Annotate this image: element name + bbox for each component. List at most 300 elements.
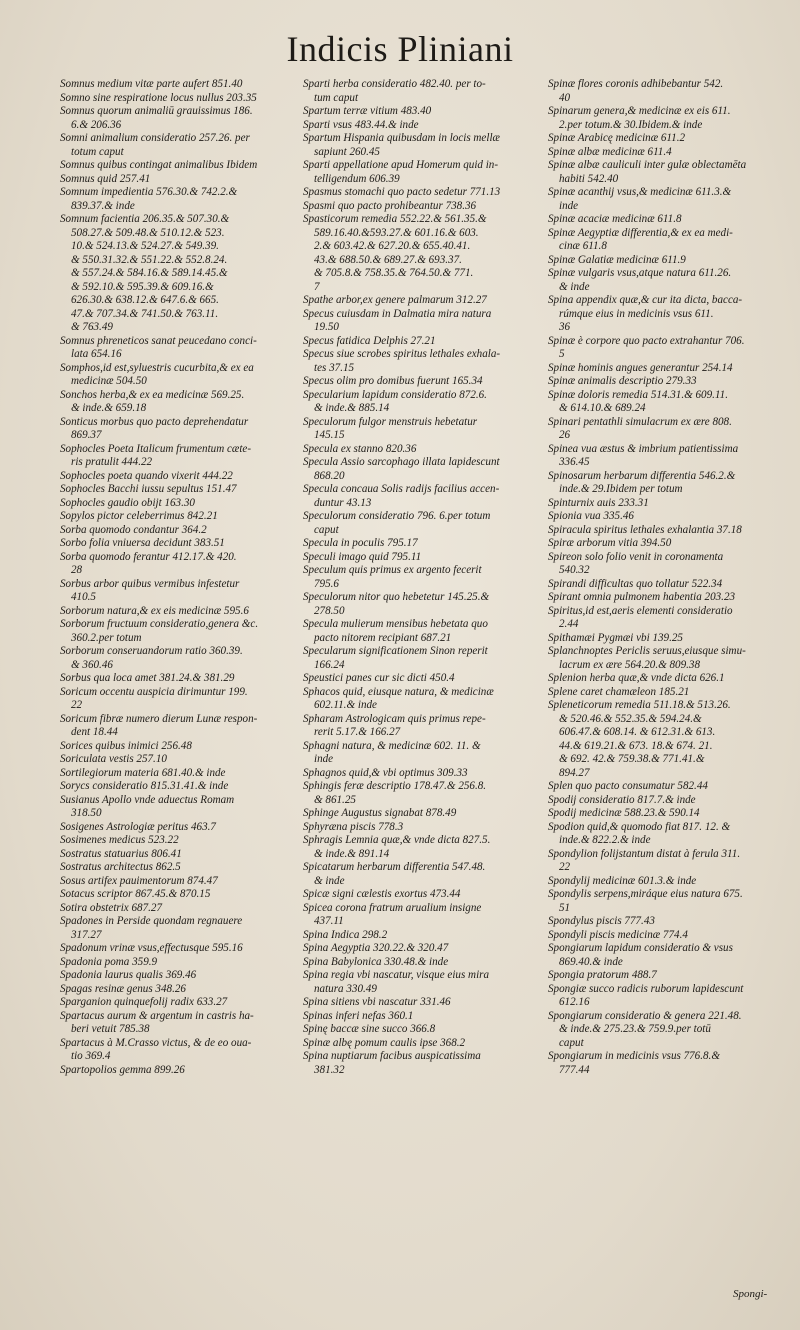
entry-continuation: natura 330.49 — [314, 982, 377, 995]
entry-continuation: 22 — [559, 861, 571, 873]
entry-line: Sphagni natura, & medicinæ 602. 11. & — [303, 739, 481, 752]
entry-continuation: 589.16.40.&593.27.& 601.16.& 603. — [314, 226, 479, 239]
entry-continuation: 44.& 619.21.& 673. 18.& 674. 21. — [559, 739, 713, 752]
entry-line: Specularum significationem Sinon reperit — [303, 645, 488, 657]
page-title: Indicis Pliniani — [286, 29, 514, 69]
entry-line: Specula in poculis 795.17 — [303, 537, 418, 549]
entry-line: Spongiæ succo radicis ruborum lapidescunt — [548, 982, 744, 995]
entry-line: Spartopolios gemma 899.26 — [60, 1063, 185, 1076]
index-entry — [303, 389, 535, 416]
entry-continuation: dent 18.44 — [71, 726, 118, 738]
index-entry — [548, 227, 780, 254]
entry-line: Somni animalium consideratio 257.26. per — [60, 132, 250, 144]
entry-continuation: telligendum 606.39 — [314, 172, 400, 185]
index-entry — [303, 834, 535, 861]
index-entry — [60, 861, 292, 875]
entry-line: Spartacus à M.Crasso victus, & de eo oua- — [60, 1036, 252, 1049]
index-entry — [548, 942, 780, 969]
entry-line: Spicatarum herbarum differentia 547.48. — [303, 861, 486, 873]
entry-line: Spagas resinæ genus 348.26 — [60, 982, 186, 995]
entry-line: Specula Assio sarcophago illata lapidescunt — [303, 456, 500, 468]
index-entry — [60, 470, 292, 484]
entry-line: Sorbo folia vniuersa decidunt 383.51 — [60, 537, 225, 549]
index-entry — [60, 956, 292, 970]
entry-line: Spicæ signi cælestis exortus 473.44 — [303, 888, 461, 900]
entry-line: Spinę baccæ sine succo 366.8 — [303, 1023, 436, 1035]
entry-line: Splenion herba quæ,& vnde dicta 626.1 — [548, 672, 725, 684]
entry-continuation: & inde.& 659.18 — [71, 402, 147, 414]
index-entry — [60, 983, 292, 997]
index-entry — [303, 672, 535, 686]
entry-line: Spionia vua 335.46 — [548, 510, 634, 522]
entry-line: Sonticus morbus quo pacto deprehendatur — [60, 415, 249, 428]
entry-line: Spinæ Arabicę medicinæ 611.2 — [548, 132, 686, 144]
entry-continuation: 540.32 — [559, 564, 590, 576]
entry-line: Sorba quomodo condantur 364.2 — [60, 523, 207, 536]
index-entry — [60, 740, 292, 754]
entry-line: Spharam Astrologicam quis primus repe- — [303, 712, 486, 725]
index-entry — [303, 996, 535, 1010]
index-entry — [548, 186, 780, 213]
entry-line: Spireon solo folio venit in coronamenta — [548, 550, 724, 563]
entry-continuation: inde.& 822.2.& inde — [559, 834, 651, 846]
index-entry — [303, 821, 535, 835]
index-entry — [548, 267, 780, 294]
entry-line: Sphacos quid, eiusque natura, & medicinæ — [303, 685, 494, 698]
entry-line: Sorba quomodo ferantur 412.17.& 420. — [60, 550, 237, 563]
entry-continuation: & 861.25 — [314, 793, 356, 806]
index-entry — [548, 497, 780, 511]
entry-line: Spasticorum remedia 552.22.& 561.35.& — [303, 213, 487, 225]
entry-line: Spinari pentathli simulacrum ex ære 808. — [548, 415, 732, 428]
index-entry — [548, 969, 780, 983]
entry-continuation: caput — [559, 1036, 584, 1049]
index-entry — [60, 902, 292, 916]
entry-continuation: 6.& 206.36 — [71, 118, 122, 131]
entry-line: Spongia pratorum 488.7 — [548, 969, 657, 981]
entry-line: Somnum impedientia 576.30.& 742.2.& — [60, 186, 238, 198]
entry-continuation: rúmque eius in medicinis vsus 611. — [559, 307, 714, 320]
index-entry — [60, 213, 292, 335]
entry-line: Spina appendix quæ,& cur ita dicta, bacca- — [548, 294, 743, 306]
index-entry — [60, 483, 292, 497]
entry-continuation: & 592.10.& 595.39.& 609.16.& — [71, 280, 214, 293]
index-entry — [548, 470, 780, 497]
entry-line: Specula concaua Solis radijs facilius accen- — [303, 483, 500, 495]
index-entry — [60, 578, 292, 605]
index-entry — [548, 254, 780, 268]
entry-line: Spinarum genera,& medicinæ ex eis 611. — [548, 105, 731, 117]
index-entry — [60, 767, 292, 781]
index-entry — [548, 105, 780, 132]
entry-continuation: inde — [559, 199, 579, 212]
index-entry — [548, 159, 780, 186]
entry-line: Speculum quis primus ex argento fecerit — [303, 564, 482, 576]
index-entry — [548, 78, 780, 105]
index-entry — [60, 186, 292, 213]
entry-line: Spathe arbor,ex genere palmarum 312.27 — [303, 294, 487, 306]
entry-line: Spina regia vbi nascatur, visque eius mira — [303, 969, 490, 981]
entry-continuation: 51 — [559, 901, 571, 914]
entry-line: Sostratus architectus 862.5 — [60, 861, 181, 873]
entry-line: Sophocles gaudio obijt 163.30 — [60, 496, 195, 509]
index-entry — [548, 780, 780, 794]
entry-line: Spondylion folijstantum distat à ferula 311. — [548, 847, 741, 860]
entry-line: Spinæ è corpore quo pacto extrahantur 706. — [548, 334, 745, 347]
entry-continuation: & 705.8.& 758.35.& 764.50.& 771. — [314, 267, 474, 279]
index-entry — [548, 537, 780, 551]
entry-line: Somnus quibus contingat animalibus Ibidem — [60, 159, 258, 171]
index-entry — [303, 483, 535, 510]
entry-line: Splene caret chamæleon 185.21 — [548, 685, 690, 698]
index-entry — [303, 1023, 535, 1037]
entry-continuation: 43.& 688.50.& 689.27.& 693.37. — [314, 253, 462, 266]
index-entry — [548, 686, 780, 700]
index-entry — [60, 713, 292, 740]
index-entry — [303, 1037, 535, 1051]
entry-continuation: 869.40.& inde — [559, 955, 623, 968]
index-entry — [303, 888, 535, 902]
index-entry — [60, 969, 292, 983]
index-entry — [60, 672, 292, 686]
entry-line: Spondylis serpens,miráque eius natura 675. — [548, 888, 743, 900]
index-entry — [303, 294, 535, 308]
entry-line: Spasmus stomachi quo pacto sedetur 771.13 — [303, 186, 501, 198]
entry-line: Spartum Hispania quibusdam in locis mellæ — [303, 132, 500, 144]
entry-continuation: 317.27 — [71, 928, 102, 941]
entry-line: Sophocles poeta quando vixerit 444.22 — [60, 469, 233, 482]
index-entry — [548, 821, 780, 848]
entry-continuation: 868.20 — [314, 469, 345, 482]
index-entry — [303, 902, 535, 929]
index-entry — [548, 510, 780, 524]
entry-line: Sparganion quinquefolij radix 633.27 — [60, 996, 228, 1008]
entry-continuation: 602.11.& inde — [314, 699, 377, 711]
entry-continuation: medicinæ 504.50 — [71, 375, 147, 387]
index-entry — [548, 632, 780, 646]
entry-line: Spinæ flores coronis adhibebantur 542. — [548, 78, 724, 90]
index-entry — [548, 794, 780, 808]
entry-line: Spasmi quo pacto prohibeantur 738.36 — [303, 199, 477, 212]
entry-line: Spiracula spiritus lethales exhalantia 37.18 — [548, 523, 742, 536]
entry-line: Spinæ doloris remedia 514.31.& 609.11. — [548, 388, 728, 401]
entry-continuation: 36 — [559, 321, 571, 333]
index-entry — [60, 1064, 292, 1078]
entry-line: Somnus quid 257.41 — [60, 172, 151, 185]
index-entry — [60, 416, 292, 443]
index-entry — [60, 497, 292, 511]
index-entry — [60, 686, 292, 713]
index-entry — [303, 686, 535, 713]
entry-continuation: & inde — [314, 874, 345, 887]
entry-line: Specus siue scrobes spiritus lethales exhala- — [303, 348, 501, 360]
entry-continuation: rerit 5.17.& 166.27 — [314, 726, 401, 738]
entry-line: Spiræ arborum vitia 394.50 — [548, 537, 672, 549]
index-entry — [303, 375, 535, 389]
entry-continuation: inde — [314, 753, 334, 765]
entry-line: Sphyræna piscis 778.3 — [303, 820, 404, 833]
entry-continuation: 2.44 — [559, 618, 579, 630]
entry-line: Somnus quorum animaliū grauissimus 186. — [60, 105, 253, 117]
entry-line: Spartacus aurum & argentum in castris ha- — [60, 1009, 254, 1022]
entry-line: Spodij consideratio 817.7.& inde — [548, 793, 696, 806]
entry-line: Sparti appellatione apud Homerum quid in- — [303, 159, 499, 171]
index-entry — [303, 929, 535, 943]
entry-line: Specula mulierum mensibus hebetata quo — [303, 618, 488, 630]
entry-continuation: lacrum ex ære 564.20.& 809.38 — [559, 658, 701, 671]
index-entry — [548, 672, 780, 686]
entry-line: Sophocles Poeta Italicum frumentum cæte- — [60, 442, 252, 455]
entry-continuation: ris pratulit 444.22 — [71, 456, 153, 468]
index-entry — [60, 834, 292, 848]
index-entry — [548, 416, 780, 443]
entry-continuation: habiti 542.40 — [559, 172, 619, 185]
entry-continuation: 40 — [559, 91, 571, 104]
entry-line: Somnus medium vitæ parte aufert 851.40 — [60, 78, 243, 90]
index-entry — [303, 969, 535, 996]
entry-line: Specus fatidica Delphis 27.21 — [303, 334, 436, 347]
entry-line: Sphinge Augustus signabat 878.49 — [303, 807, 457, 819]
entry-continuation: beri vetuit 785.38 — [71, 1023, 150, 1035]
entry-line: Soriculata vestis 257.10 — [60, 753, 167, 765]
index-entry — [60, 875, 292, 889]
entry-line: Spadones in Perside quondam regnauere — [60, 915, 243, 927]
entry-line: Sorborum fructuum consideratio,genera &c. — [60, 618, 259, 630]
entry-continuation: 318.50 — [71, 807, 102, 819]
index-entry — [303, 335, 535, 349]
entry-continuation: 278.50 — [314, 604, 345, 617]
entry-line: Spirant omnia pulmonem habentia 203.23 — [548, 591, 736, 603]
entry-line: Sotacus scriptor 867.45.& 870.15 — [60, 888, 211, 900]
entry-line: Speculorum fulgor menstruis hebetatur — [303, 415, 478, 428]
entry-line: Spongiarum in medicinis vsus 776.8.& — [548, 1050, 720, 1062]
index-entry — [60, 915, 292, 942]
index-entry — [60, 605, 292, 619]
entry-line: Speculorum nitor quo hebetetur 145.25.& — [303, 591, 490, 603]
entry-line: Spina Babylonica 330.48.& inde — [303, 955, 449, 968]
index-entry — [548, 645, 780, 672]
entry-continuation: tio 369.4 — [71, 1050, 111, 1062]
index-entry — [60, 1037, 292, 1064]
entry-line: Spinosarum herbarum differentia 546.2.& — [548, 469, 736, 482]
entry-line: Sorbus qua loca amet 381.24.& 381.29 — [60, 672, 235, 684]
entry-line: Soricum fibræ numero dierum Lunæ respon- — [60, 712, 258, 725]
index-entry — [60, 780, 292, 794]
entry-line: Sparti vsus 483.44.& inde — [303, 118, 419, 131]
entry-line: Somnum facientia 206.35.& 507.30.& — [60, 213, 230, 225]
index-column-2 — [303, 78, 535, 1077]
entry-line: Sorbus arbor quibus vermibus infestetur — [60, 577, 240, 590]
entry-continuation: sapiunt 260.45 — [314, 145, 380, 158]
entry-line: Sorborum conseruandorum ratio 360.39. — [60, 645, 243, 657]
index-entry — [548, 605, 780, 632]
entry-continuation: 22 — [71, 699, 83, 711]
entry-line: Sphingis feræ descriptio 178.47.& 256.8. — [303, 780, 487, 792]
entry-line: Spadonum vrinæ vsus,effectusque 595.16 — [60, 942, 243, 954]
entry-continuation: cinæ 611.8 — [559, 240, 607, 252]
index-entry — [60, 524, 292, 538]
index-entry — [548, 146, 780, 160]
entry-continuation: & 557.24.& 584.16.& 589.14.45.& — [71, 267, 228, 279]
index-entry — [303, 159, 535, 186]
index-entry — [548, 578, 780, 592]
entry-line: Sphragis Lemnia quæ,& vnde dicta 827.5. — [303, 834, 491, 846]
entry-line: Specula ex stanno 820.36 — [303, 442, 417, 455]
entry-line: Spondylij medicinæ 601.3.& inde — [548, 874, 697, 887]
entry-continuation: & 692. 42.& 759.38.& 771.41.& — [559, 753, 705, 765]
entry-line: Sophocles Bacchi iussu sepultus 151.47 — [60, 483, 237, 495]
entry-line: Sosus artifex pauimentorum 874.47 — [60, 874, 218, 887]
entry-continuation: 606.47.& 608.14. & 612.31.& 613. — [559, 726, 716, 738]
entry-line: Soricum occentu auspicia dirimuntur 199. — [60, 685, 248, 698]
index-entry — [548, 213, 780, 227]
entry-line: Spinæ Galatiæ medicinæ 611.9 — [548, 253, 686, 266]
index-entry — [303, 591, 535, 618]
index-column-1 — [60, 78, 292, 1077]
index-entry — [303, 767, 535, 781]
entry-continuation: 777.44 — [559, 1063, 590, 1076]
entry-continuation: & 520.46.& 552.35.& 594.24.& — [559, 712, 702, 725]
entry-continuation: 7 — [314, 280, 320, 293]
index-entry — [303, 119, 535, 133]
entry-line: Spina sitiens vbi nascatur 331.46 — [303, 996, 451, 1008]
entry-continuation: & inde.& 891.14 — [314, 847, 390, 860]
index-entry — [60, 335, 292, 362]
entry-continuation: 795.6 — [314, 577, 339, 590]
index-entry — [548, 1010, 780, 1051]
index-entry — [548, 443, 780, 470]
entry-line: Sosimenes medicus 523.22 — [60, 834, 179, 846]
entry-continuation: & inde — [559, 280, 590, 293]
index-entry — [303, 105, 535, 119]
index-entry — [548, 699, 780, 780]
index-entry — [60, 537, 292, 551]
entry-line: Sopylos pictor celeberrimus 842.21 — [60, 510, 218, 522]
index-entry — [548, 1050, 780, 1077]
index-entry — [303, 132, 535, 159]
index-entry — [548, 524, 780, 538]
entry-continuation: & 360.46 — [71, 658, 113, 671]
index-entry — [60, 996, 292, 1010]
index-entry — [303, 78, 535, 105]
entry-line: Spinturnix auis 233.31 — [548, 496, 649, 509]
entry-continuation: duntur 43.13 — [314, 496, 372, 509]
index-entry — [60, 389, 292, 416]
index-entry — [60, 159, 292, 173]
index-entry — [60, 362, 292, 389]
entry-line: Sortilegiorum materia 681.40.& inde — [60, 766, 226, 779]
index-entry — [303, 1050, 535, 1077]
entry-continuation: pacto nitorem recipiant 687.21 — [314, 631, 452, 644]
index-entry — [303, 1010, 535, 1024]
index-entry — [548, 591, 780, 605]
index-entry — [548, 848, 780, 875]
entry-continuation: 145.15 — [314, 429, 345, 441]
index-entry — [548, 375, 780, 389]
entry-line: Spicea corona fratrum arualium insigne — [303, 901, 482, 914]
entry-line: Spongiarum consideratio & genera 221.48. — [548, 1009, 742, 1022]
index-entry — [60, 645, 292, 672]
entry-line: Spodij medicinæ 588.23.& 590.14 — [548, 807, 700, 819]
entry-continuation: 28 — [71, 564, 83, 576]
entry-line: Spiritus,id est,aeris elementi consideratio — [548, 604, 733, 617]
entry-continuation: & inde.& 275.23.& 759.9.per totū — [559, 1023, 711, 1035]
entry-line: Spinæ animalis descriptio 279.33 — [548, 375, 697, 387]
entry-line: Sorycs consideratio 815.31.41.& inde — [60, 780, 229, 792]
index-entry — [60, 173, 292, 187]
entry-line: Spodion quid,& quomodo fiat 817. 12. & — [548, 820, 731, 833]
entry-line: Specus olim pro domibus fuerunt 165.34 — [303, 375, 483, 387]
entry-continuation: 19.50 — [314, 321, 339, 333]
entry-line: Spinea vua æstus & imbrium patientissima — [548, 442, 739, 455]
index-entry — [303, 780, 535, 807]
index-entry — [303, 942, 535, 956]
index-entry — [303, 740, 535, 767]
index-entry — [60, 888, 292, 902]
index-entry — [548, 362, 780, 376]
entry-line: Splanchnoptes Periclis seruus,eiusque simu- — [548, 645, 746, 657]
entry-continuation: caput — [314, 523, 339, 536]
entry-line: Sostratus statuarius 806.41 — [60, 847, 182, 860]
entry-continuation: 437.11 — [314, 915, 344, 927]
entry-line: Spinæ Aegyptiæ differentia,& ex ea medi- — [548, 226, 733, 239]
index-entry — [60, 443, 292, 470]
index-entry — [60, 794, 292, 821]
entry-line: Sorices quibus inimici 256.48 — [60, 739, 192, 752]
index-entry — [60, 821, 292, 835]
entry-line: Somphos,id est,syluestris cucurbita,& ex ea — [60, 361, 254, 374]
entry-line: Spleneticorum remedia 511.18.& 513.26. — [548, 699, 731, 711]
index-entry — [60, 92, 292, 106]
index-entry — [303, 416, 535, 443]
entry-continuation: tum caput — [314, 91, 359, 104]
entry-line: Spadonia poma 359.9 — [60, 955, 158, 968]
entry-line: Spinæ albæ cauliculi inter gulæ oblectamēta — [548, 159, 747, 171]
index-entry — [303, 443, 535, 457]
entry-line: Spartum terræ vitium 483.40 — [303, 105, 432, 117]
index-entry — [303, 551, 535, 565]
index-entry — [303, 618, 535, 645]
index-entry — [60, 132, 292, 159]
entry-line: Spondylus piscis 777.43 — [548, 915, 655, 927]
entry-line: Spina Indica 298.2 — [303, 928, 388, 941]
index-entry — [60, 753, 292, 767]
entry-line: Sosigenes Astrologiæ peritus 463.7 — [60, 820, 216, 833]
entry-line: Speustici panes cur sic dicti 450.4 — [303, 672, 455, 684]
index-entry — [303, 510, 535, 537]
entry-line: Spinas inferi nefas 360.1 — [303, 1009, 414, 1022]
entry-continuation: & 763.49 — [71, 321, 113, 333]
entry-line: Spina nuptiarum facibus auspicatissima — [303, 1050, 481, 1062]
entry-continuation: totum caput — [71, 145, 124, 158]
index-entry — [60, 105, 292, 132]
index-entry — [303, 807, 535, 821]
entry-line: Spina Aegyptia 320.22.& 320.47 — [303, 942, 449, 954]
entry-line: Spithamæi Pygmæi vbi 139.25 — [548, 631, 683, 644]
entry-continuation: & 614.10.& 689.24 — [559, 402, 646, 414]
entry-line: Specus cuiusdam in Dalmatia mira natura — [303, 307, 492, 320]
entry-line: Specularium lapidum consideratio 872.6. — [303, 388, 487, 401]
entry-continuation: 10.& 524.13.& 524.27.& 549.39. — [71, 240, 219, 252]
index-entry — [303, 348, 535, 375]
entry-continuation: lata 654.16 — [71, 348, 122, 360]
entry-continuation: tes 37.15 — [314, 361, 355, 374]
entry-continuation: 410.5 — [71, 591, 96, 603]
index-entry — [548, 888, 780, 915]
index-entry — [548, 915, 780, 929]
entry-line: Sonchos herba,& ex ea medicinæ 569.25. — [60, 388, 245, 401]
entry-continuation: 47.& 707.34.& 741.50.& 763.11. — [71, 307, 219, 320]
